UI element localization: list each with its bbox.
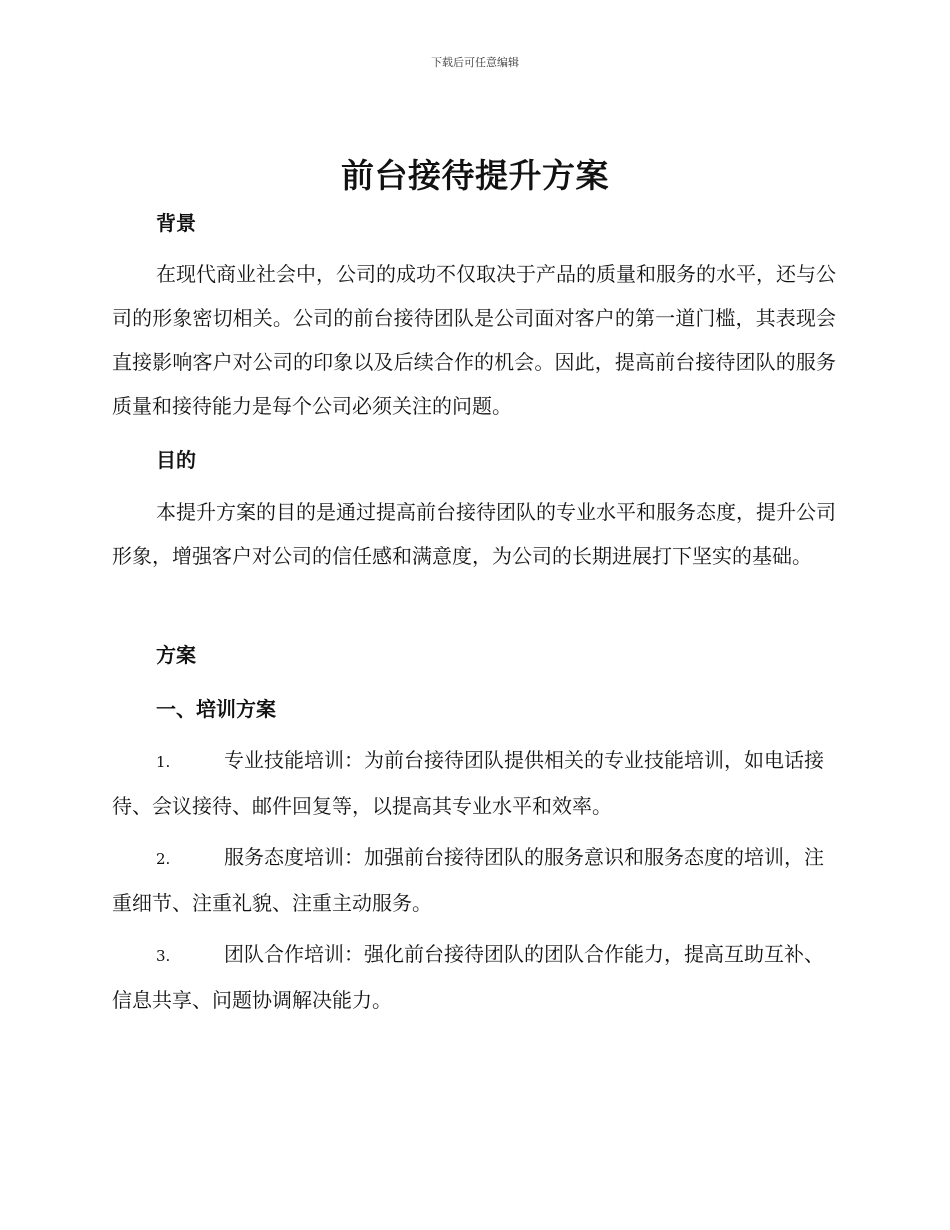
paragraph-purpose: 本提升方案的目的是通过提高前台接待团队的专业水平和服务态度，提升公司形象，增强客户对公司的信任感和满意度，为公司的长期进展打下坚实的基础。 [112,500,836,568]
header-note: 下载后可任意编辑 [431,56,519,69]
list-item-1 [112,738,836,828]
list-item-3 [112,932,836,1022]
list-item-text: 专业技能培训：为前台接待团队提供相关的专业技能培训，如电话接待、会议接待、邮件回复等，以提高其专业水平和效率。 [112,748,824,818]
section-heading-background: 背景 [156,211,196,235]
document-title: 前台接待提升方案 [341,156,609,195]
list-number: 3. [156,947,171,965]
section-heading-purpose: 目的 [156,448,196,472]
subheading-training-plan: 一、培训方案 [156,697,276,721]
section-heading-plan: 方案 [156,643,196,667]
list-number: 1. [156,753,171,771]
list-number: 2. [156,850,171,868]
list-item-text: 服务态度培训：加强前台接待团队的服务意识和服务态度的培训，注重细节、注重礼貌、注重主动服务。 [112,845,824,915]
list-item-text: 团队合作培训：强化前台接待团队的团队合作能力，提高互助互补、信息共享、问题协调解决能力。 [112,942,824,1012]
paragraph-background: 在现代商业社会中，公司的成功不仅取决于产品的质量和服务的水平，还与公司的形象密切相关。公司的前台接待团队是公司面对客户的第一道门槛，其表现会直接影响客户对公司的印象以及后续合作的机会。因此，提高前台接待团队的服务质量和接待能力是每个公司必须关注的问题。 [112,262,836,418]
list-item-2 [112,835,836,925]
